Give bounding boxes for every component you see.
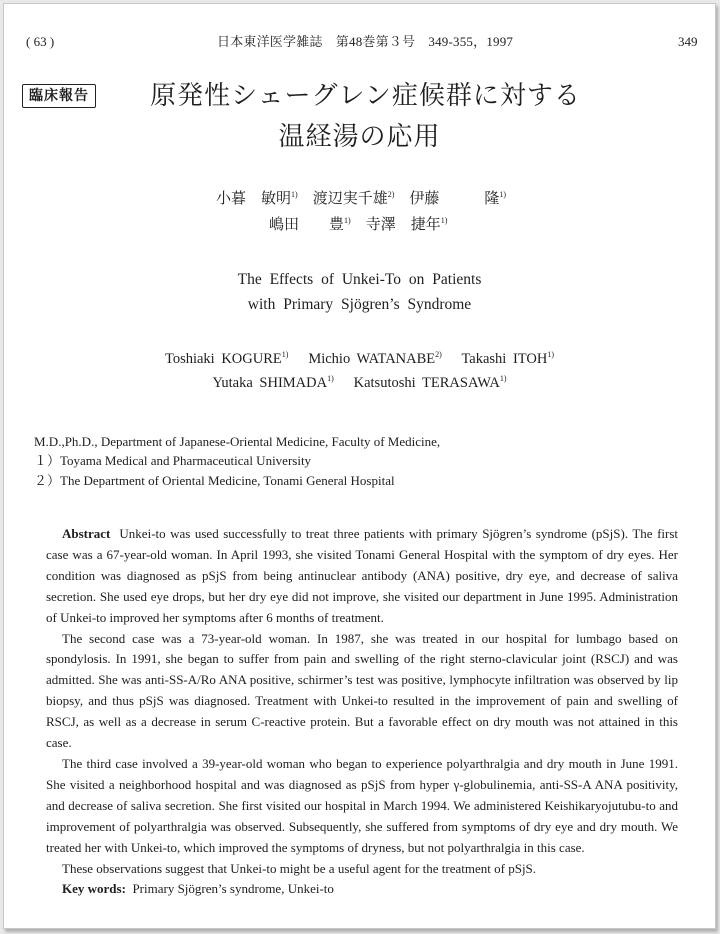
japanese-authors-line-1: [216, 190, 506, 208]
keywords-label: Key words: [62, 881, 122, 897]
journal-page: [3, 3, 716, 929]
author-name: 嶋田 豊: [269, 217, 345, 233]
author-affiliation-mark: 2): [435, 350, 442, 359]
abstract-text: Unkei-to was used successfully to treat three patients with primary Sjögren’s syndrome (pSjS). The first case was a 67-year-old woman. In April 1993, she visited Tonami General Hospital with the symptom of dry eyes. Her condition was diagnosed as pSjS from being antinuclear antibody (ANA) positive, dry eye, and decrease of saliva secretion. She used eye drops, but her dry eye did not improve, she visited our department in June 1995. Administration of Unkei-to improved her symptoms after 6 months of treatment.: [46, 526, 679, 625]
affiliation-line: １）Toyama Medical and Pharmaceutical University: [34, 453, 312, 468]
abstract-paragraph: The second case was a 73-year-old woman. In 1987, she was treated in our hospital for lumbago based on spondylosis. In 1991, she began to suffer from pain and swelling of the right sterno-clavicular joint (RSCJ) and was admitted. She was anti-SS-A/Ro ANA positive, schirmer’s test was positive, lymphocyte infiltration was observed by lip biopsy, and thus pSjS was diagnosed. Treatment with Unkei-to resulted in the improvement of pain and swelling of RSCJ, as well as a decrease in serum C-reactive protein. But a favorable effect on dry mouth was not attained in this case.: [46, 630, 678, 751]
author-name: 寺澤 捷年: [365, 217, 441, 233]
abstract: [46, 524, 678, 900]
author-affiliation-mark: 1): [344, 216, 351, 225]
abstract-paragraph: The third case involved a 39-year-old woman who began to experience polyarthralgia and dry mouth in June 1991. She visited a neighborhood hospital and was diagnosed as pSjS from hyper γ-globulinemia, anti-SS-A ANA positivity, and decrease of saliva secretion. She first visited our hospital in March 1994. We administered Keishikaryojutubu-to and improvement of polyarthralgia was observed. Subsequently, she suffered from symptoms of dry eye and dry mouth. We treated her with Unkei-to, which improved the symptoms of dryness, but not polyarthralgia in this case.: [46, 755, 678, 855]
author-affiliation-mark: 1): [440, 216, 448, 225]
author-affiliation-mark: 1): [499, 190, 507, 199]
author-affiliation-mark: 1): [291, 190, 298, 199]
author-name: Yutaka SHIMADA: [212, 375, 328, 391]
english-title-line-1: The Effects of Unkei-To on Patients: [237, 271, 482, 288]
keywords-colon: :: [121, 881, 126, 897]
japanese-authors-line-2: [269, 216, 447, 234]
abstract-label: Abstract: [62, 526, 111, 541]
abstract-paragraph: These observations suggest that Unkei-to might be a useful agent for the treatment of pSjS.: [62, 860, 537, 876]
japanese-title-line-2: 温経湯の応用: [278, 122, 441, 151]
author-affiliation-mark: 1): [281, 350, 289, 359]
author-affiliation-mark: 1): [547, 350, 555, 359]
author-name: Katsutoshi TERASAWA: [353, 375, 500, 391]
page-label: ( 63 ): [26, 34, 55, 49]
affiliation-line: M.D.,Ph.D., Department of Japanese-Oriental Medicine, Faculty of Medicine,: [34, 434, 441, 449]
journal-citation: 日本東洋医学雑誌 第48巻第３号 349-355，1997: [217, 34, 514, 49]
english-title-line-2: with Primary Sjögren’s Syndrome: [247, 296, 472, 313]
keywords: [46, 879, 678, 900]
author-name: Toshiaki KOGURE: [164, 351, 282, 367]
affiliation-line: ２）The Department of Oriental Medicine, Tonami General Hospital: [34, 473, 395, 488]
english-authors-line-2: [4, 374, 715, 392]
japanese-title-line-1: 原発性シェーグレン症候群に対する: [150, 81, 581, 110]
author-name: Takashi ITOH: [461, 351, 548, 367]
author-name: 渡辺実千雄: [312, 191, 388, 207]
author-affiliation-mark: 1): [327, 374, 334, 383]
english-authors-line-1: [4, 350, 715, 368]
author-name: Michio WATANABE: [308, 351, 436, 367]
author-affiliation-mark: 1): [499, 374, 507, 383]
article-category-label: 臨床報告: [22, 84, 96, 108]
page-number: 349: [678, 34, 698, 49]
keywords-text: Primary Sjögren’s syndrome, Unkei-to: [132, 881, 334, 897]
author-affiliation-mark: 2): [387, 190, 395, 199]
author-name: 伊藤 隆: [409, 191, 500, 207]
abstract-paragraph: [46, 524, 678, 629]
author-name: 小暮 敏明: [216, 191, 292, 207]
